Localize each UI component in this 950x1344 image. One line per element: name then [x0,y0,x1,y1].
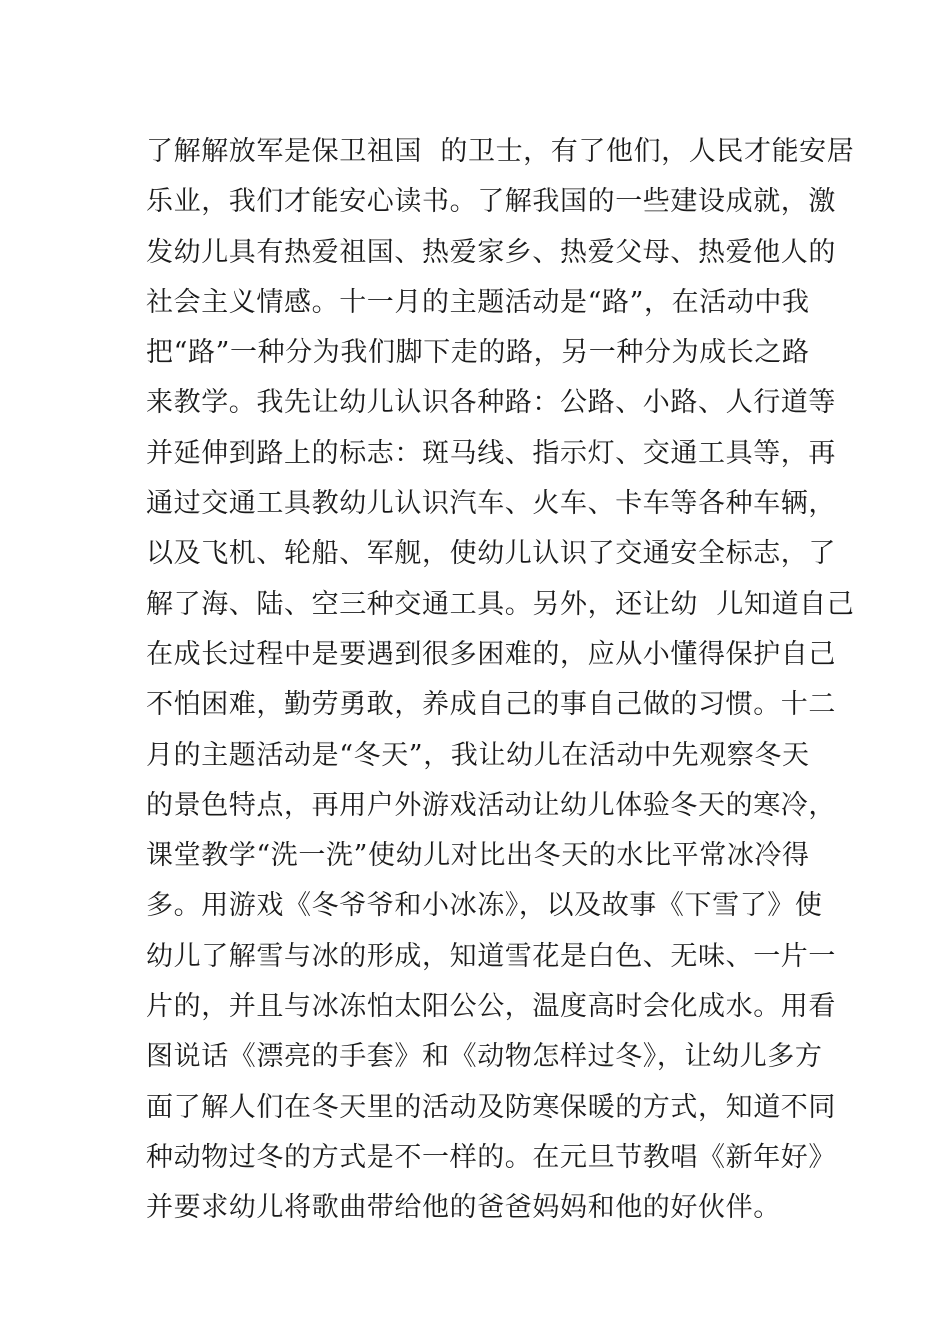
text-line: 发幼儿具有热爱祖国、热爱家乡、热爱父母、热爱他人的 [146,236,836,268]
text-line: 课堂教学“洗一洗”使幼儿对比出冬天的水比平常冰冷得 [146,840,810,872]
text-line: 以及飞机、轮船、军舰，使幼儿认识了交通安全标志，了 [146,538,836,570]
text-line: 幼儿了解雪与冰的形成，知道雪花是白色、无味、一片一 [146,940,836,972]
text-line: 乐业，我们才能安心读书。了解我国的一些建设成就，激 [146,186,836,218]
text-line: 月的主题活动是“冬天”，我让幼儿在活动中先观察冬天 [146,739,810,771]
text-line: 图说话《漂亮的手套》和《动物怎样过冬》，让幼儿多方 [146,1041,823,1073]
text-line: 片的，并且与冰冻怕太阳公公，温度高时会化成水。用看 [146,991,836,1023]
text-line: 面了解人们在冬天里的活动及防寒保暖的方式，知道不同 [146,1091,836,1123]
text-line: 来教学。我先让幼儿认识各种路：公路、小路、人行道等 [146,387,836,419]
text-line: 多。用游戏《冬爷爷和小冰冻》，以及故事《下雪了》使 [146,890,823,922]
text-line: 通过交通工具教幼儿认识汽车、火车、卡车等各种车辆， [146,488,836,520]
text-line: 并要求幼儿将歌曲带给他的爸爸妈妈和他的好伙伴。 [146,1192,781,1224]
text-line: 在成长过程中是要遇到很多困难的，应从小懂得保护自己 [146,638,836,670]
body-paragraph [146,127,855,1234]
text-line: 种动物过冬的方式是不一样的。在元旦节教唱《新年好》 [146,1141,836,1173]
text-line: 并延伸到路上的标志：斑马线、指示灯、交通工具等，再 [146,437,836,469]
text-line: 社会主义情感。十一月的主题活动是“路”，在活动中我 [146,286,810,318]
text-line: 解了海、陆、空三种交通工具。另外，还让幼 儿知道自己 [146,588,855,620]
text-line: 不怕困难，勤劳勇敢，养成自己的事自己做的习惯。十二 [146,689,836,721]
text-line: 的景色特点，再用户外游戏活动让幼儿体验冬天的寒冷， [146,789,836,821]
text-line: 把“路”一种分为我们脚下走的路，另一种分为成长之路 [146,337,810,369]
text-line: 了解解放军是保卫祖国 的卫士，有了他们，人民才能安居 [146,136,855,167]
